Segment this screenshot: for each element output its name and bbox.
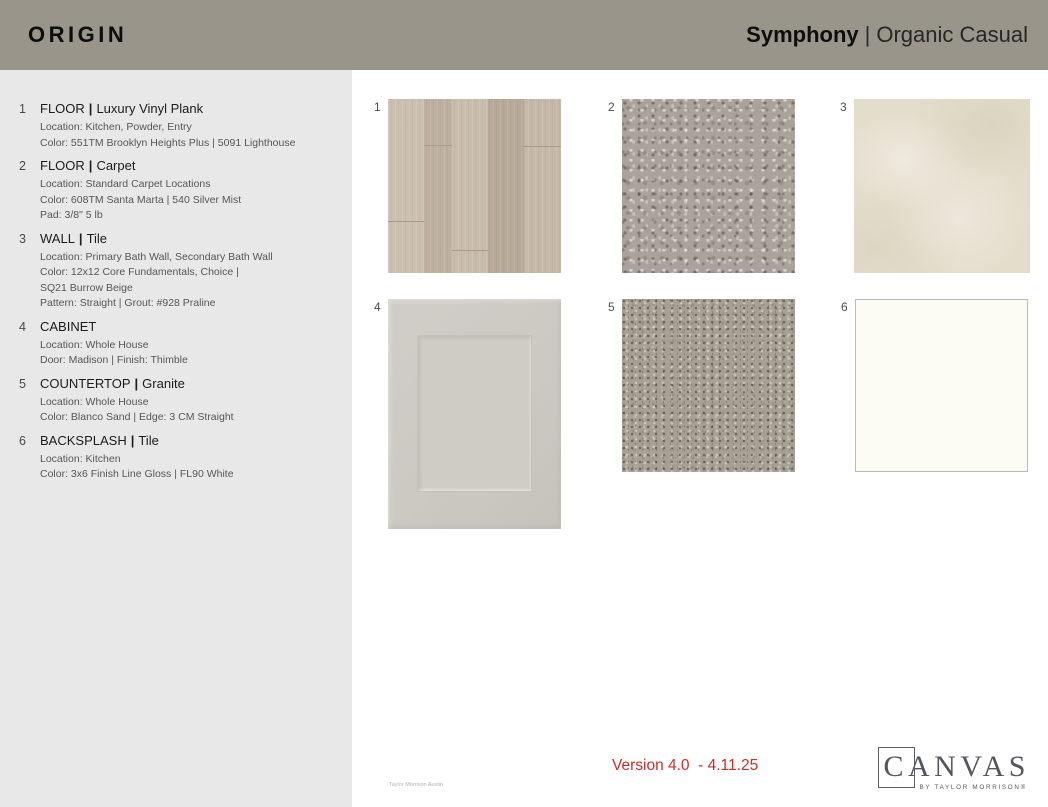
spec-title-category: CABINET (40, 318, 97, 334)
spec-body (40, 158, 334, 224)
spec-number: 4 (19, 319, 26, 334)
spec-line: Pad: 3/8" 5 lb (40, 209, 103, 221)
spec-title-category: BACKSPLASH (40, 432, 127, 448)
spec-line: Location: Kitchen (40, 452, 121, 465)
spec-title-separator: | (134, 375, 139, 391)
spec-title-separator: | (130, 432, 135, 448)
watermark-text: Taylor Morrison Austin (389, 782, 444, 788)
spec-title-material: Tile (86, 230, 108, 246)
spec-line: Location: Whole House (40, 395, 149, 408)
carpet-texture (622, 99, 795, 273)
spec-title-separator: | (78, 230, 83, 246)
spec-line: Color: 551TM Brooklyn Heights Plus | 5091 Lighthouse (40, 136, 296, 149)
spec-title-material: Carpet (96, 158, 136, 173)
spec-number: 1 (19, 102, 26, 116)
spec-title (40, 231, 334, 246)
swatch-wall-tile (840, 99, 1030, 273)
spec-line: Color: Blanco Sand | Edge: 3 CM Straight (40, 411, 234, 423)
spec-line: Color: 3x6 Finish Line Gloss | FL90 White (40, 468, 234, 480)
spec-line: Color: 608TM Santa Marta | 540 Silver Mist (40, 193, 242, 206)
canvas-logo-text: CANVAS (883, 750, 1030, 783)
swatch-number: 4 (374, 300, 381, 314)
cabinet-door-panel (417, 335, 532, 492)
collection-separator: | (864, 22, 871, 47)
spec-title-category: WALL (40, 230, 75, 246)
spec-line: SQ21 Burrow Beige (40, 281, 133, 294)
spec-body (40, 376, 334, 426)
spec-title-category: COUNTERTOP (40, 375, 131, 391)
version-label: Version 4.0 - 4.11.25 (612, 757, 759, 774)
brand-title: ORIGIN (28, 22, 128, 47)
spec-body (40, 231, 334, 312)
spec-line: Location: Kitchen, Powder, Entry (40, 121, 192, 133)
spec-line: Location: Standard Carpet Locations (40, 178, 211, 190)
wood-plank-texture (388, 99, 561, 273)
spec-line: Location: Whole House (40, 338, 149, 351)
collection-name: Symphony (746, 22, 859, 47)
spec-item-backsplash-tile (19, 433, 334, 483)
spec-body (40, 101, 334, 151)
spec-title-category: FLOOR (40, 158, 85, 173)
swatch-number: 6 (841, 300, 848, 314)
spec-title-separator: | (88, 101, 93, 116)
spec-number: 3 (19, 231, 26, 246)
swatch-number: 2 (608, 100, 615, 114)
swatch-carpet (608, 99, 795, 273)
spec-item-countertop-granite (19, 376, 334, 426)
spec-body (40, 319, 334, 369)
spec-item-floor-carpet (19, 158, 334, 224)
collection-title (746, 22, 1028, 48)
spec-title-material: Granite (142, 375, 185, 391)
canvas-logo (884, 751, 1031, 791)
spec-title-material: Tile (138, 432, 159, 448)
header-bar (0, 0, 1048, 70)
canvas-logo-subtext: BY TAYLOR MORRISON® (919, 784, 1027, 791)
swatch-number: 1 (374, 100, 381, 114)
swatch-number: 3 (840, 100, 847, 114)
spec-line: Color: 12x12 Core Fundamentals, Choice | (40, 266, 239, 278)
spec-title (40, 158, 334, 173)
spec-number: 5 (19, 376, 26, 391)
beige-tile-texture (854, 99, 1030, 273)
swatch-backsplash-tile (841, 299, 1028, 472)
spec-line: Door: Madison | Finish: Thimble (40, 354, 188, 366)
canvas-logo-wordmark (884, 751, 1031, 783)
spec-title (40, 376, 334, 391)
swatch-number: 5 (608, 300, 615, 314)
spec-item-wall-tile (19, 231, 334, 312)
spec-title-material: Luxury Vinyl Plank (96, 101, 204, 116)
spec-list (0, 70, 352, 807)
spec-number: 6 (19, 433, 26, 448)
spec-item-floor-lvp (19, 101, 334, 151)
spec-title (40, 319, 334, 334)
spec-title (40, 101, 334, 116)
collection-style: Organic Casual (876, 22, 1028, 47)
spec-item-cabinet (19, 319, 334, 369)
spec-body (40, 433, 334, 483)
spec-line: Pattern: Straight | Grout: #928 Praline (40, 297, 216, 309)
spec-title-separator: | (88, 158, 93, 173)
canvas-logo-frame (878, 747, 915, 788)
spec-line: Location: Primary Bath Wall, Secondary Bath Wall (40, 250, 273, 263)
white-tile-texture (855, 299, 1028, 472)
granite-texture (622, 299, 795, 472)
spec-number: 2 (19, 159, 26, 173)
swatch-cabinet-door (374, 299, 561, 529)
cabinet-door-image (388, 299, 561, 529)
swatch-luxury-vinyl-plank (374, 99, 561, 273)
swatch-granite (608, 299, 795, 472)
spec-title (40, 433, 334, 448)
spec-title-category: FLOOR (40, 101, 85, 116)
